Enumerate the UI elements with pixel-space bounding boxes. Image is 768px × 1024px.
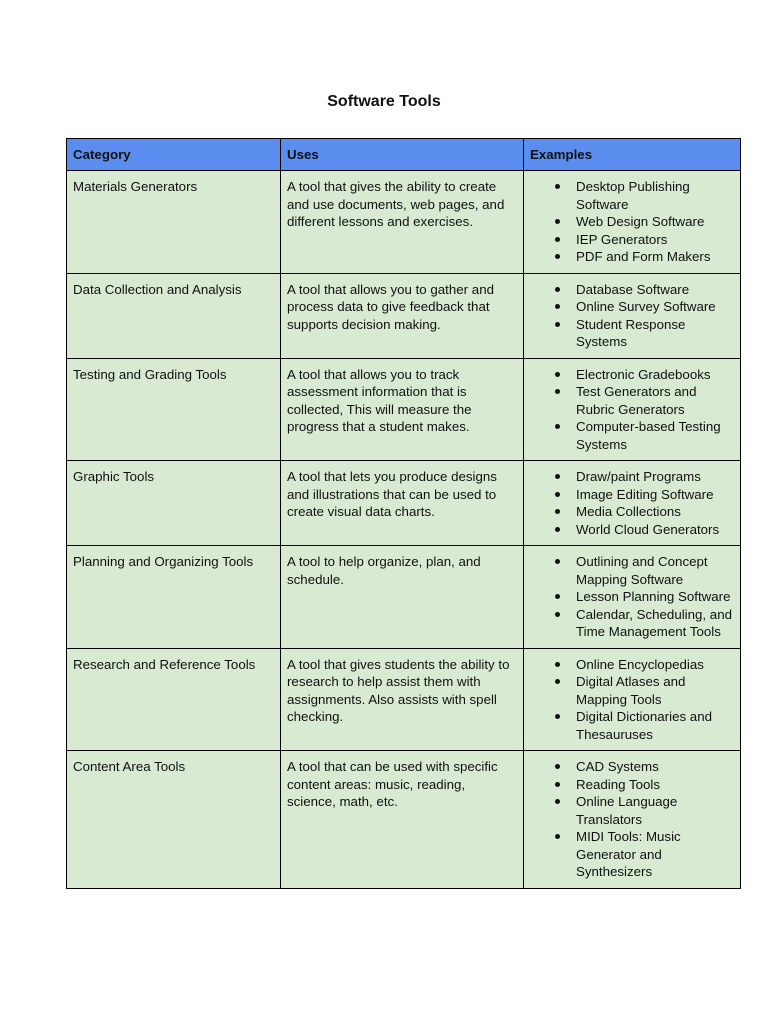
table-row (67, 648, 741, 751)
examples-list (530, 553, 734, 641)
example-item: Media Collections (576, 503, 734, 521)
examples-cell (524, 751, 741, 889)
example-item: Database Software (576, 281, 734, 299)
examples-cell (524, 546, 741, 649)
category-cell: Data Collection and Analysis (67, 273, 281, 358)
example-item: Electronic Gradebooks (576, 366, 734, 384)
uses-cell: A tool that allows you to gather and process data to give feedback that supports decision making. (281, 273, 524, 358)
category-cell: Planning and Organizing Tools (67, 546, 281, 649)
example-item: Online Survey Software (576, 298, 734, 316)
examples-cell (524, 461, 741, 546)
examples-cell (524, 358, 741, 461)
examples-list (530, 178, 734, 266)
example-item: Online Encyclopedias (576, 656, 734, 674)
examples-list (530, 468, 734, 538)
table-row (67, 461, 741, 546)
uses-cell: A tool that can be used with specific content areas: music, reading, science, math, etc. (281, 751, 524, 889)
table-row (67, 358, 741, 461)
uses-cell: A tool that lets you produce designs and illustrations that can be used to create visual data charts. (281, 461, 524, 546)
table-body (67, 171, 741, 889)
category-cell: Testing and Grading Tools (67, 358, 281, 461)
category-cell: Content Area Tools (67, 751, 281, 889)
uses-cell: A tool that allows you to track assessment information that is collected, This will measure the progress that a student makes. (281, 358, 524, 461)
category-cell: Graphic Tools (67, 461, 281, 546)
category-cell: Materials Generators (67, 171, 281, 274)
examples-list (530, 366, 734, 454)
example-item: MIDI Tools: Music Generator and Synthesizers (576, 828, 734, 881)
example-item: World Cloud Generators (576, 521, 734, 539)
example-item: Lesson Planning Software (576, 588, 734, 606)
table-header-row (67, 139, 741, 171)
example-item: Digital Atlases and Mapping Tools (576, 673, 734, 708)
column-header-category: Category (67, 139, 281, 171)
examples-list (530, 281, 734, 351)
example-item: Digital Dictionaries and Thesauruses (576, 708, 734, 743)
example-item: Calendar, Scheduling, and Time Management Tools (576, 606, 732, 639)
table-row (67, 546, 741, 649)
software-tools-table (66, 138, 741, 889)
examples-cell (524, 273, 741, 358)
example-item: Online Language Translators (576, 793, 734, 828)
column-header-uses: Uses (281, 139, 524, 171)
table-row (67, 171, 741, 274)
uses-cell: A tool that gives students the ability to research to help assist them with assignments. Also assists with spell checking. (281, 648, 524, 751)
example-item: Outlining and Concept Mapping Software (576, 553, 734, 588)
example-item: CAD Systems (576, 758, 734, 776)
example-item: Image Editing Software (576, 486, 734, 504)
category-cell: Research and Reference Tools (67, 648, 281, 751)
example-item: Web Design Software (576, 213, 734, 231)
uses-cell: A tool that gives the ability to create and use documents, web pages, and different lessons and exercises. (281, 171, 524, 274)
example-item: IEP Generators (576, 231, 734, 249)
example-item: Test Generators and Rubric Generators (576, 383, 734, 418)
page-title: Software Tools (327, 93, 441, 110)
table-row (67, 751, 741, 889)
uses-cell: A tool to help organize, plan, and schedule. (281, 546, 524, 649)
example-item: Draw/paint Programs (576, 468, 734, 486)
example-item: Reading Tools (576, 776, 734, 794)
example-item: Computer-based Testing Systems (576, 418, 734, 453)
examples-cell (524, 171, 741, 274)
examples-list (530, 758, 734, 881)
example-item: Desktop Publishing Software (576, 178, 734, 213)
example-item: Student Response Systems (576, 316, 734, 351)
table-row (67, 273, 741, 358)
example-item: PDF and Form Makers (576, 248, 734, 266)
examples-list (530, 656, 734, 744)
examples-cell (524, 648, 741, 751)
column-header-examples: Examples (524, 139, 741, 171)
